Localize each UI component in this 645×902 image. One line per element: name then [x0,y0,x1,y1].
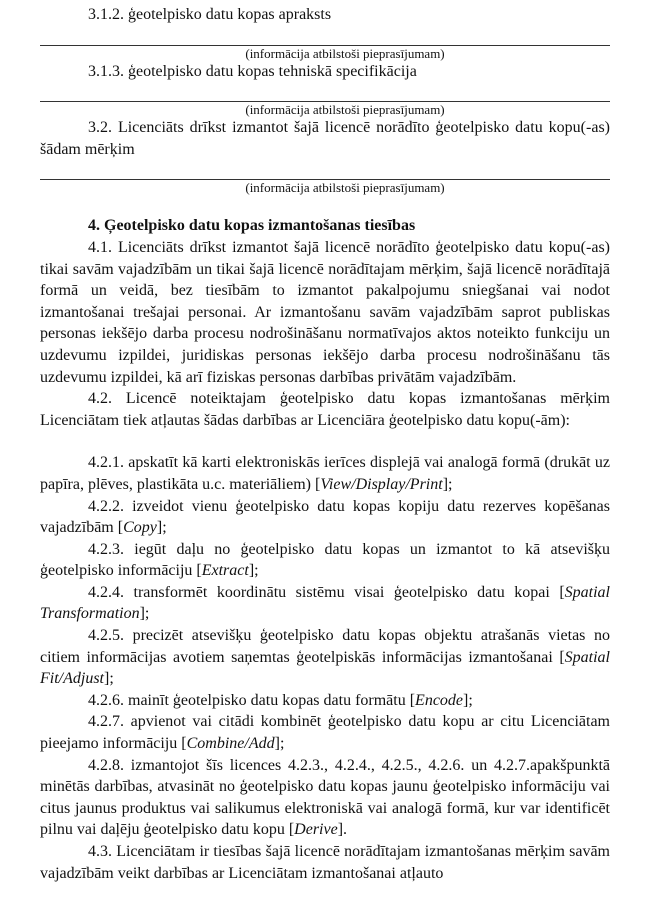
action-term: Spatial Fit/Adjust [40,648,610,688]
field-label-3-1-2: 3.1.2. ģeotelpisko datu kopas apraksts [88,6,332,23]
field-caption: (informācija atbilstoši pieprasījumam) [245,102,445,118]
field-label-3-1-3: 3.1.3. ģeotelpisko datu kopas tehniskā specifikācija [88,62,417,80]
item-text: ]. [337,821,348,839]
action-term: Extract [201,562,249,580]
list-item [40,539,610,582]
list-item [40,582,610,625]
item-text: 4.2.3. iegūt daļu no ģeotelpisko datu kopas un izmantot to kā atsevišķu ģeotelpisko informāciju [ [40,540,610,580]
list-item [40,690,610,712]
field-label-3-2: 3.2. Licenciāts drīkst izmantot šajā licencē norādīto ģeotelpisko datu kopu(-as) šādam mērķim [40,119,610,158]
document-page [40,4,610,884]
item-text: ]; [274,735,285,753]
list-item [40,755,610,841]
action-term: Derive [294,821,338,839]
item-text: ]; [139,605,150,623]
action-term: Encode [415,691,464,709]
action-term: Combine/Add [186,735,275,753]
field-caption: (informācija atbilstoši pieprasījumam) [245,180,445,196]
item-text: 4.2.5. precizēt atsevišķu ģeotelpisko datu kopas objektu atrašanās vietas no citiem informācijas avotiem saņemtas ģeotelpiskās informācijas izmantošanai [ [40,627,610,666]
field-caption: (informācija atbilstoši pieprasījumam) [245,45,445,61]
item-text: ]; [463,691,473,709]
action-term: Spatial Transformation [40,583,610,623]
list-item [40,625,610,690]
item-text: ]; [248,562,259,580]
list-item [40,711,610,754]
paragraph-4-2: 4.2. Licencē noteiktajam ģeotelpisko datu kopas izmantošanas mērķim Licenciātam tiek atļautas šādas darbības ar Licenciāra ģeotelpisko datu kopu(-ām): [40,390,610,429]
paragraph-4-3: 4.3. Licenciātam ir tiesības šajā licencē norādītajam izmantošanas mērķim savām vajadzībām veikt darbības ar Licenciātam izmantošanai atļauto [40,843,610,882]
item-text: 4.2.6. mainīt ģeotelpisko datu kopas datu formātu [ [88,691,416,709]
item-text: 4.2.8. izmantojot šīs licences 4.2.3., 4.2.4., 4.2.5., 4.2.6. un 4.2.7.apakšpunktā minētās darbības, atvasināt no ģeotelpisko datu kopas jaunu ģeotelpisko informāciju vai citus jaunus produktus vai salikumus elektroniskā vai analogā formā, kur var identificēt pilnu vai daļēju ģeotelpisko datu kopu [ [40,756,610,839]
item-text: 4.2.2. izveidot vienu ģeotelpisko datu kopas kopiju datu rezerves kopēšanas vajadzībām [ [40,497,610,537]
item-text: 4.2.1. apskatīt kā karti elektroniskās ierīces displejā vai analogā formā (drukāt uz papīra, plēves, plastikāta u.c. materiāliem) [ [40,454,610,493]
item-text: ]; [104,670,114,688]
item-text: 4.2.7. apvienot vai citādi kombinēt ģeotelpisko datu kopu ar citu Licenciātam pieejamo informāciju [ [40,713,610,753]
action-term: Copy [123,519,157,537]
paragraph-4-1: 4.1. Licenciāts drīkst izmantot šajā licencē norādīto ģeotelpisko datu kopu(-as) tikai savām vajadzībām un tikai šajā licencē norādītajam mērķim, šajā licencē norādītajā formā un veidā, bez tiesībām to izmantot pakalpojumu sniegšanai vai nodot izmantošanai trešajai personai. Ar izmantošanu savām vajadzībām saprot publiskas personas iekšējo darba procesu nodrošināšanu normatīvajos aktos noteikto funkciju un uzdevumu izpildei, juridiskas personas iekšējo darba procesu nodrošināšanu tās uzdevumu izpildei, kā arī fiziskas personas darbības privātām vajadzībām. [40,238,610,386]
list-item [40,452,610,495]
section-heading: 4. Ģeotelpisko datu kopas izmantošanas tiesības [88,217,416,235]
action-term: View/Display/Print [320,475,443,493]
list-item [40,496,610,539]
item-text: ]; [156,519,167,537]
permitted-actions-list [40,452,610,841]
item-text: 4.2.4. transformēt koordinātu sistēmu visai ģeotelpisko datu kopai [ [88,583,565,601]
item-text: ]; [442,475,453,493]
